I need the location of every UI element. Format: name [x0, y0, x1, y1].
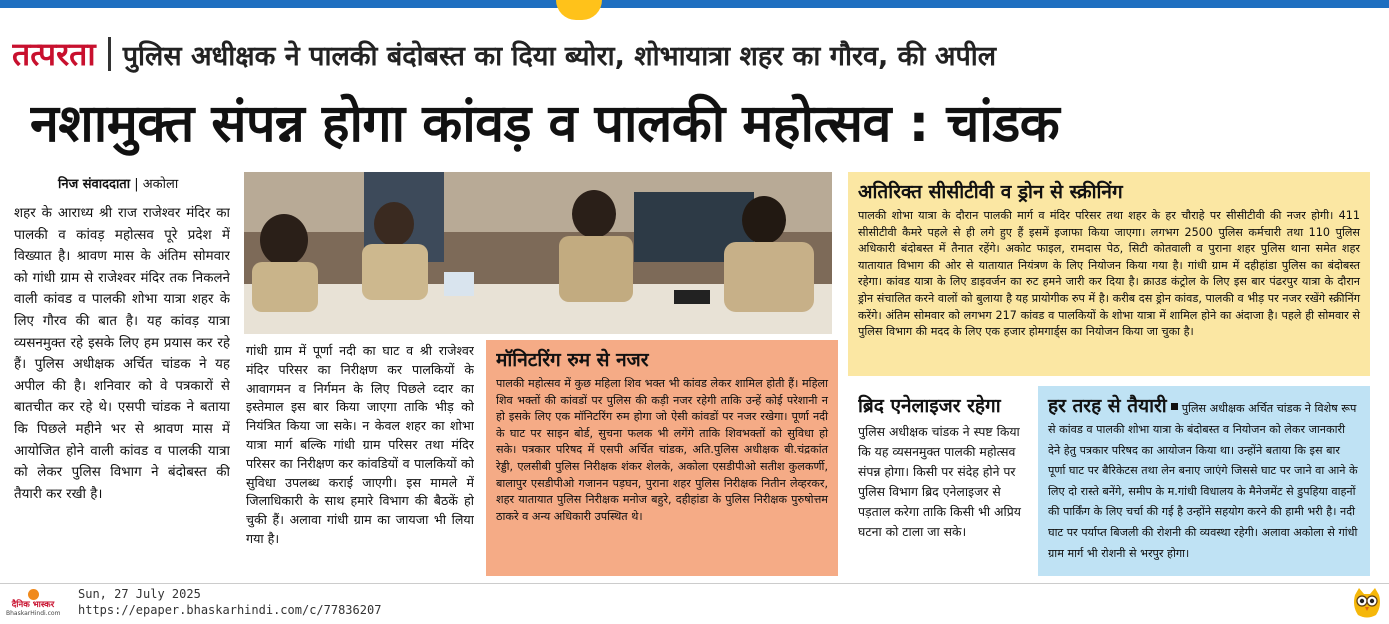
- monitoring-room-box: [486, 340, 838, 576]
- page-headline: नशामुक्त संपन्न होगा कांवड़ व पालकी महोत्सव : चांडक: [30, 94, 1060, 154]
- preparation-title: हर तरह से तैयारी: [1048, 395, 1167, 417]
- footer-date: Sun, 27 July 2025: [78, 587, 201, 601]
- owl-svg: [1350, 586, 1384, 620]
- breath-analyzer-text: पुलिस अधीक्षक चांडक ने स्पष्ट किया कि यह व्यसनमुक्त पालकी महोत्सव संपन्न होगा। किसी पर संदेह होने पर पुलिस विभाग ब्रिद एनेलाइजर से पड़ताल करेगा ताकि किसी भी अप्रिय घटना को टाला जा सके।: [858, 424, 1021, 539]
- byline-reporter: निज संवाददाता: [58, 177, 131, 192]
- monitoring-room-title: मॉनिटरिंग रुम से नजर: [496, 349, 649, 371]
- dainik-bhaskar-logo[interactable]: [6, 589, 60, 621]
- cctv-drone-text: पालकी शोभा यात्रा के दौरान पालकी मार्ग व मंदिर परिसर तथा शहर के हर चौराहे पर सीसीटीवी की नजर होगी। 411 सीसीटीवी कैमरे पहले से ही लगे हुए हैं इसमें इजाफा किया जाएगा। लगभग 2500 पुलिस कर्मचारी तथा 110 पुलिस अधिकारी बंदोबस्त में तैनात रहेंगे। अकोट फाइल, रामदास पेठ, सिटी कोतवाली व पुराना शहर पुलिस थाना समेत शहर यातायात विभाग की ओर से यातायात नियंत्रण के लिए नियोजन किया गया है। गांधी ग्राम में दहीहांडा पुलिस का बंदोबस्त रहेगा। कांवड यात्रा के लिए डाइवर्जन का रुट हमने जारी कर दिया है। क्राउड कंट्रोल के लिए इस बार पंढरपुर यात्रा के दौरान ड्रोन संचालित करने वालों को बुलाया है यह प्रायोगीक रुप में है। करीब दस ड्रोन कांवड, पालकी व भीड़ पर नजर रखेंगे स्क्रीनिंग करेंगे। अंतिम सोमवार को लगभग 217 कांवड व पालकियों के शोभा यात्रा में शामिल होने का अंदाजा है। पहले ही सोमवार से पुलिस विभाग की मदद के लिए एक हजार होमगार्ड्स का नियोजन किया जा चुका है।: [858, 209, 1360, 339]
- byline: [58, 174, 238, 196]
- kicker-tag: तत्परता: [12, 35, 96, 73]
- article-column-2: गांधी ग्राम में पूर्णा नदी का घाट व श्री राजेश्वर मंदिर परिसर का निरीक्षण कर पालकियों के आवागमन व निर्गमन के लिए पिछले व्दार का इस्तेमाल इस बार किया जाएगा ताकि भीड़ को नियंत्रित किया जा सके। न केवल शहर का शोभा यात्रा मार्ग बल्कि गांधी ग्राम परिसर तथा मंदिर परिसर का निरीक्षण कर कांवडियों व पालकियों को सुविधा उपलब्ध कराई जाएगी। इस मामले में जिलाधिकारी के साथ हमारे विभाग की बैठकें हो चुकी हैं। अलावा गांधी ग्राम का जायजा भी लिया गया है।: [246, 343, 474, 546]
- owl-mascot-icon[interactable]: [1350, 586, 1384, 620]
- cctv-drone-title: अतिरिक्त सीसीटीवी व ड्रोन से स्क्रीनिंग: [858, 181, 1123, 203]
- preparation-text: पुलिस अधीक्षक अर्चित चांडक ने विशेष रूप से कांवड व पालकी शोभा यात्रा के बंदोबस्त व नियोजन को लेकर जानकारी देने हेतु पत्रकार परिषद का आयोजन किया था। उन्होंने बताया कि इस बार पूर्णा घाट पर बैरिकेटस तथा लेन बनाए जाएंगे जिससे घाट पर जाने वा आने के लिए दो रास्ते बनेंगे, समीप के म.गांधी विधालय के मैनेजमेंट से डुपहिया वाहनों की पार्किंग के लिए चर्चा की गई है उन्होंने सहयोग करने की हामी भरी है। नदी घाट पर पर्याप्त बिजली की रोशनी की व्यवस्था रहेगी। अलावा अकोला से गांधी ग्राम मार्ग भी रोशनी से भरपुर होगा।: [1048, 402, 1358, 560]
- byline-separator: |: [134, 177, 143, 192]
- breath-analyzer-title: ब्रिद एनेलाइजर रहेगा: [858, 395, 1001, 417]
- kicker-divider: [108, 37, 111, 71]
- preparation-box: [1038, 386, 1370, 576]
- top-color-bar: [0, 0, 1389, 8]
- bullet-square-icon: [1171, 403, 1178, 410]
- footer-divider: [0, 583, 1389, 584]
- cctv-drone-box: [848, 172, 1370, 376]
- byline-location: अकोला: [142, 177, 179, 192]
- photo-illustration: [244, 172, 832, 334]
- monitoring-room-text: पालकी महोत्सव में कुछ महिला शिव भक्त भी कांवड लेकर शामिल होती हैं। महिला शिव भक्तों की कांवडों पर पुलिस की कड़ी नजर रहेगी ताकि उन्हें कोई परेशानी न हो इसके लिए एक मॉनिटरिंग रुम होगा जो ऐसी कांवडों पर नजर रखेगा। पूर्णा नदी के घाट पर साइन बोर्ड, सुचना फलक भी लगेंगे ताकि शिवभक्तों को सुविधा हो सके। पत्रकार परिषद में एसपी अर्चित चांडक, अति.पुलिस अधीक्षक बी.चंद्रकांत रेड्डी, एलसीबी पुलिस निरीक्षक शंकर शेलके, अकोला एसडीपीओ सतीश कुलकर्णी, बालापुर एसडीपीओ गजानन पड़घन, पुराना शहर पुलिस निरीक्षक नितीन लेव्हरकर, शहर यातायात पुलिस निरीक्षक मनोज बहुरे, दहीहांडा के पुलिस निरीक्षक पुरुषोत्तम ठाकरे व अन्य अधिकारी उपस्थित थे।: [496, 377, 828, 523]
- logo-subtext: BhaskarHindi.com: [6, 610, 61, 617]
- footer-url[interactable]: https://epaper.bhaskarhindi.com/c/77836207: [78, 603, 382, 617]
- kicker-subhead: पुलिस अधीक्षक ने पालकी बंदोबस्त का दिया ब्योरा, शोभायात्रा शहर का गौरव, की अपील: [122, 41, 997, 72]
- kicker-line: [12, 32, 1382, 76]
- breath-analyzer-box: [852, 386, 1028, 578]
- logo-text: दैनिक भास्कर: [11, 600, 55, 610]
- sun-icon: [556, 0, 602, 20]
- article-column-1: शहर के आराध्य श्री राज राजेश्वर मंदिर का पालकी व कांवड़ महोत्सव पूरे प्रदेश में विख्यात है। श्रावण मास के अंतिम सोमवार को गांधी ग्राम से राजेश्वर मंदिर तक निकलने वाली कांवड व पालकी शोभा यात्रा शहर के लिए गौरव की बात है। यह कांवड़ यात्रा व्यसनमुक्त रहे इसके लिए हम प्रयास कर रहे हैं। पुलिस अधीक्षक अर्चित चांडक ने यह अपील की है। शनिवार को वे पत्रकारों से बातचीत कर रहे थे। एसपी चांडक ने बताया कि पिछले महीने भर से श्रावण मास में आयोजित होने वाली कांवड व पालकी यात्रा को लेकर पुलिस विभाग ने बंदोबस्त की तैयारी कर रखी है।: [14, 206, 230, 502]
- press-conference-photo: [244, 172, 832, 334]
